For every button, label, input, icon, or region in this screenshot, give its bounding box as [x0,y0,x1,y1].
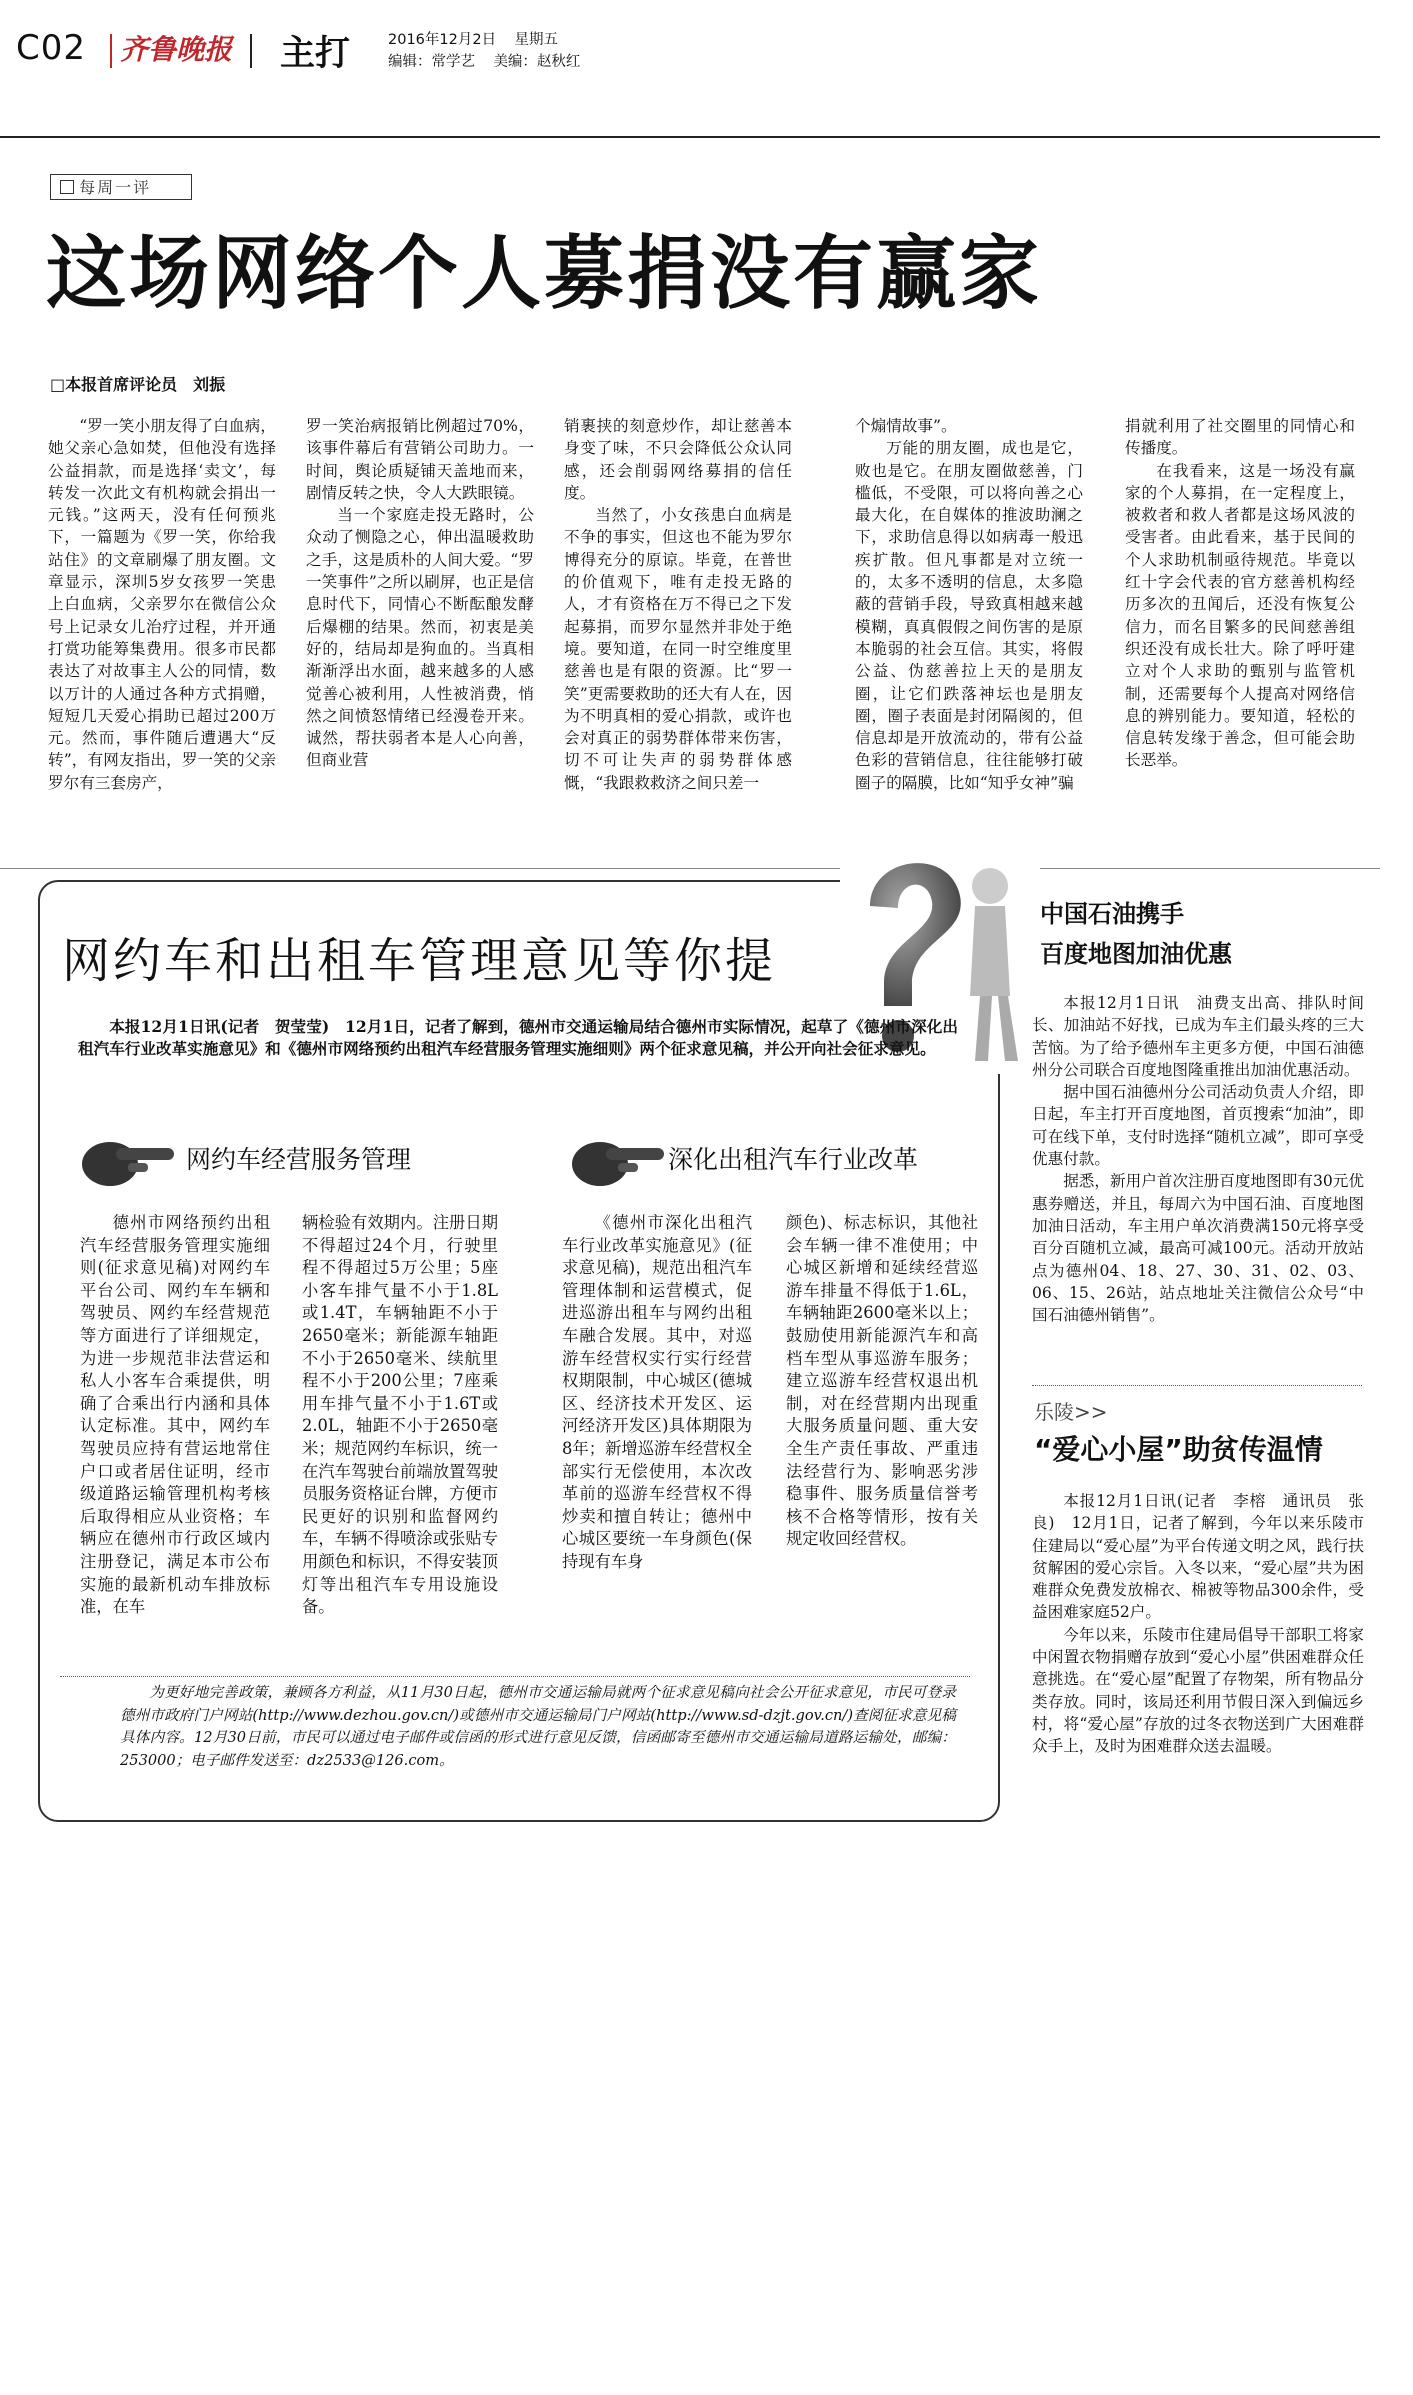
paper-logo: 齐鲁晚报 [120,33,233,66]
petro-paragraph: 本报12月1日讯 油费支出高、排队时间长、加油站不好找，已成为车主们最头疼的三大苦恼。为了给予德州车主更多方便，中国石油德州分公司联合百度地图隆重推出加油优惠活动。 [1032,994,1364,1079]
commentary-paragraph: 捐就利用了社交圈里的同情心和传播度。 [1125,417,1355,458]
wycz-paragraph: 辆检验有效期内。注册日期不得超过24个月，行驶里程不得超过5万公里；5座小客车排气量不小于1.8L或1.4T，车辆轴距不小于2650毫米；新能源车轴距不小于2650毫米、续航里程不小于200公里；7座乘用车排气量不小于1.6T或2.0L，轴距不小于2650毫米；规范网约车标识，统一在汽车驾驶台前端放置驾驶员服务资格证台牌，方便市民更好的识别和监督网约车，车辆不得喷涂或张贴专用颜色和标识，不得安装顶灯等出租汽车专用设施设备。 [302,1213,498,1617]
art-editor-text: 美编：赵秋红 [493,54,581,70]
commentary-paragraph: 个煽情故事”。 [855,417,957,435]
wycz-footer-rule [60,1676,970,1677]
wycz-title: 网约车和出租车管理意见等你提 [62,933,777,989]
wycz-right-heading: 深化出租汽车行业改革 [668,1145,919,1174]
right-column-rule [1032,1385,1362,1386]
editor-text: 编辑：常学艺 [388,54,475,70]
commentary-paragraph: 当然了，小女孩患白血病是不争的事实，但这也不能为罗尔博得充分的原谅。毕竟，在普世的价值观下，唯有走投无路的人，才有资格在万不得已之下发起募捐，而罗尔显然并非处于绝境。要知道，在同一时空维度里慈善也是有限的资源。比“罗一笑”更需要救助的还大有人在，因为不明真相的爱心捐款，或许也会对真正的弱势群体带来伤害，切不可让失声的弱势群体感慨，“我跟救救济之间只差一 [564,506,792,792]
issue-date [388,28,558,49]
weekday-text: 星期五 [514,32,559,48]
wycz-paragraph: 颜色)、标志标识，其他社会车辆一律不准使用；中心城区新增和延续经营巡游车排量不得低于1.6L，车辆轴距2600毫米以上；鼓励使用新能源汽车和高档车型从事巡游车服务；建立巡游车经营权退出机制，对在经营期内出现重大服务质量问题、重大安全生产责任事故、严重违法经营行为、影响恶劣涉稳事件、服务质量信誉考核不合格等情形，按有关规定收回经营权。 [786,1213,978,1549]
commentary-paragraph: 罗一笑治病报销比例超过70%，该事件幕后有营销公司助力。一时间，舆论质疑铺天盖地而来，剧情反转之快，令人大跌眼镜。 [306,417,534,502]
commentary-byline: □本报首席评论员 刘振 [50,375,226,394]
page-code: C02 [16,28,87,68]
leling-paragraph: 今年以来，乐陵市住建局倡导干部职工将家中闲置衣物捐赠存放到“爱心小屋”供困难群众任意挑选。在“爱心屋”配置了存物架，所有物品分类存放。同时，该局还利用节假日深入到偏远乡村，将“爱心屋”存放的过冬衣物送到广大困难群众手上，及时为困难群众送去温暖。 [1032,1625,1364,1756]
wycz-footer: 为更好地完善政策，兼顾各方利益，从11月30日起，德州市交通运输局就两个征求意见稿向社会公开征求意见，市民可登录德州市政府门户网站(http://www.dezhou.gov.cn/)或德州市交通运输局门户网站(http://www.sd-dzjt.gov.cn/)查阅征求意见稿具体内容。12月30日前，市民可以通过电子邮件或信函的形式进行意见反馈，信函邮寄至德州市交通运输局道路运输处，邮编：253000；电子邮件发送至：dz2533@126.com。 [120,1684,956,1769]
date-text: 2016年12月2日 [388,32,497,48]
petro-title-line2: 百度地图加油优惠 [1040,940,1232,968]
commentary-paragraph: 万能的朋友圈，成也是它，败也是它。在朋友圈做慈善，门槛低，不受限，可以将向善之心最大化，在自媒体的推波助澜之下，求助信息得以如病毒一般迅疾扩散。但凡事都是对立统一的，太多不透明的信息，太多隐蔽的营销手段，导致真相越来越模糊，真真假假之间伤害的是原本脆弱的社会互信。其实，将假公益、伪慈善拉上天的是朋友圈，让它们跌落神坛也是朋友圈，圈子表面是封闭隔阂的，但信息却是开放流动的，带有公益色彩的营销信息，往往能够打破圈子的隔膜，比如“知乎女神”骗 [855,439,1083,792]
commentary-title: 这场网络个人募捐没有赢家 [46,227,1042,320]
wycz-column [302,1212,498,1619]
editor-credits [388,50,580,71]
wycz-column [562,1212,752,1574]
tag-text: 每周一评 [79,178,152,197]
leling-column [1032,1490,1364,1758]
commentary-column [1125,415,1355,772]
divider-bar [110,34,112,68]
leling-paragraph: 本报12月1日讯(记者 李榕 通讯员 张良) 12月1日，记者了解到，今年以来乐陵市住建局以“爱心屋”为平台传递文明之风，践行扶贫解困的爱心宗旨。入冬以来，“爱心屋”共为困难群众免费发放棉衣、棉被等物品300余件，受益困难家庭52户。 [1032,1492,1364,1622]
commentary-column [306,415,534,772]
commentary-column [564,415,792,794]
wycz-lead: 本报12月1日讯(记者 贺莹莹) 12月1日，记者了解到，德州市交通运输局结合德州市实际情况，起草了《德州市深化出租汽车行业改革实施意见》和《德州市网络预约出租汽车经营服务管理实施细则》两个征求意见稿，并公开向社会征求意见。 [78,1017,958,1059]
wycz-paragraph: 《德州市深化出租汽车行业改革实施意见》(征求意见稿)，规范出租汽车管理体制和运营模式，促进巡游出租车与网约出租车融合发展。其中，对巡游车经营权实行实行经营权期限制，中心城区(德城区、经济技术开发区、运河经济开发区)具体期限为8年；新增巡游车经营权全部实行无偿使用，本次改革前的巡游车经营权不得炒卖和擅自转让；德州中心城区要统一车身颜色(保持现有车身 [562,1213,752,1571]
wycz-column [786,1212,978,1551]
wycz-column [80,1212,270,1619]
commentary-column [48,415,276,794]
commentary-paragraph: 销裹挟的刻意炒作，却让慈善本身变了味，不只会降低公众认同感，还会削弱网络募捐的信任度。 [564,417,792,502]
petro-column [1032,992,1364,1326]
divider-bar [250,34,252,68]
pointing-hand-icon [566,1132,666,1196]
commentary-paragraph: 当一个家庭走投无路时，公众动了恻隐之心，伸出温暖救助之手，这是质朴的人间大爱。“罗一笑事件”之所以刷屏，也正是信息时代下，同情心不断酝酿发酵后爆棚的结果。然而，初衷是美好的，结局却是狗血的。当真相渐渐浮出水面，越来越多的人感觉善心被利用，人性被消费，悄然之间愤怒情绪已经漫卷开来。诚然，帮扶弱者本是人心向善，但商业营 [306,506,534,770]
commentary-paragraph: “罗一笑小朋友得了白血病，她父亲心急如焚，但他没有选择公益捐款，而是选择‘卖文’，每转发一次此文有机构就会捐出一元钱。”这两天，没有任何预兆下，一篇题为《罗一笑，你给我站住》的文章刷爆了朋友圈。文章显示，深圳5岁女孩罗一笑患上白血病，父亲罗尔在微信公众号上记录女儿治疗过程，并开通打赏功能筹集费用。很多市民都表达了对故事主人公的同情，数以万计的人通过各种方式捐赠，短短几天爱心捐助已超过200万元。然而，事件随后遭遇大“反转”，有网友指出，罗一笑的父亲罗尔有三套房产， [48,417,276,792]
leling-title: “爱心小屋”助贫传温情 [1034,1433,1323,1466]
commentary-paragraph: 在我看来，这是一场没有赢家的个人募捐，在一定程度上，被救者和救人者都是这场风波的受害者。由此看来，基于民间的个人求助机制亟待规范。毕竟以红十字会代表的官方慈善机构经历多次的丑闻后，还没有恢复公信力，而名目繁多的民间慈善组织还没有成长壮大。除了呼吁建立对个人求助的甄别与监管机制，还需要每个人提高对网络信息的辨别能力。要知道，轻松的信息转发缘于善念，但可能会助长恶举。 [1125,461,1355,770]
leling-kicker: 乐陵>> [1034,1400,1108,1424]
petro-title-line1: 中国石油携手 [1040,900,1184,928]
page-icon [60,180,74,194]
header-rule [0,136,1380,138]
wycz-left-heading: 网约车经营服务管理 [186,1145,412,1174]
section-name: 主打 [280,34,351,74]
petro-paragraph: 据悉，新用户首次注册百度地图即有30元优惠券赠送，并且，每周六为中国石油、百度地图加油日活动，车主用户单次消费满150元将享受百分百随机立减，最高可减100元。活动开放站点为德州04、18、27、30、31、02、03、06、15、26站，站点地址关注微信公众号“中国石油德州销售”。 [1032,1172,1364,1325]
commentary-column [855,415,1083,794]
petro-paragraph: 据中国石油德州分公司活动负责人介绍，即日起，车主打开百度地图，首页搜索“加油”，即可在线下单，支付时选择“随机立减”，即可享受优惠付款。 [1032,1083,1364,1169]
wycz-paragraph: 德州市网络预约出租汽车经营服务管理实施细则(征求意见稿)对网约车平台公司、网约车车辆和驾驶员、网约车经营规范等方面进行了详细规定，为进一步规范非法营运和私人小客车合乘提供，明确了合乘出行内涵和具体认定标准。其中，网约车驾驶员应持有营运地常住户口或者居住证明，经市级道路运输管理机构考核后取得相应从业资格；车辆应在德州市行政区域内注册登记，满足本市公布实施的最新机动车排放标准，在车 [80,1213,270,1617]
petro-title [1040,894,1232,974]
pointing-hand-icon [76,1132,176,1196]
commentary-tag [60,175,151,198]
section-rule [0,868,1380,869]
